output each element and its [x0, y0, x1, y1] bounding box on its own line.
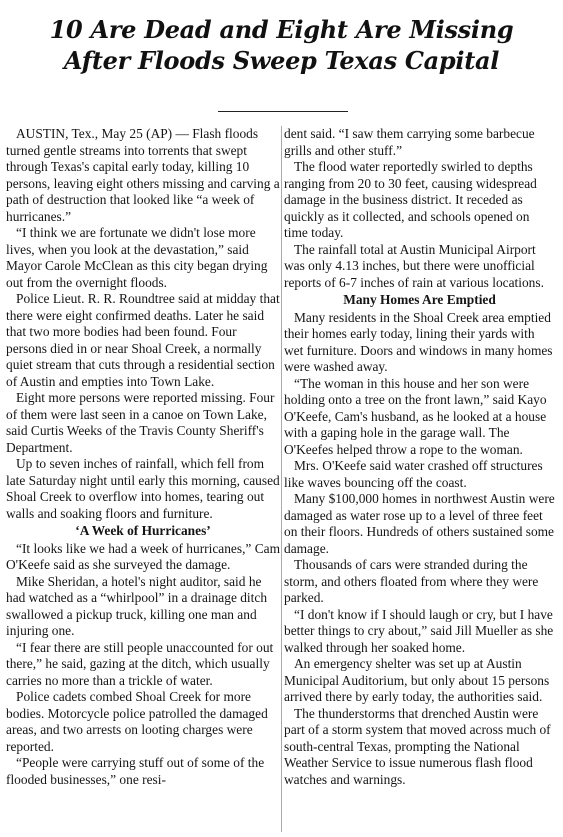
article-paragraph: Mike Sheridan, a hotel's night auditor, said he had watched as a “whirlpool” in a drainage ditch swallowed a pickup truck, killing one man and injuring one. — [6, 573, 268, 638]
right-column — [284, 126, 555, 788]
section-subhead: ‘A Week of Hurricanes’ — [75, 523, 211, 538]
article-paragraph: “I don't know if I should laugh or cry, but I have better things to cry about,” said Jill Mueller as she walked through her soaked home. — [284, 606, 554, 655]
article-paragraph: dent said. “I saw them carrying some barbecue grills and other stuff.” — [284, 126, 535, 158]
headline-line-2: After Floods Sweep Texas Capital — [63, 46, 500, 75]
article-paragraph: Many $100,000 homes in northwest Austin were damaged as water rose up to a level of three feet on their floors. Hundreds of others sustained some damage. — [284, 491, 555, 556]
article-paragraph: “I fear there are still people unaccounted for out there,” he said, gazing at the ditch, which usually carries no more than a trickle of water. — [6, 639, 274, 688]
headline-rule — [218, 111, 348, 112]
article-paragraph: Mrs. O'Keefe said water crashed off structures like waves bouncing off the coast. — [284, 458, 543, 490]
section-subhead: Many Homes Are Emptied — [343, 292, 496, 307]
article-paragraph: Police Lieut. R. R. Roundtree said at midday that there were eight confirmed deaths. Later he said that two more bodies had been found. Four persons died in or near Shoal Creek, a normally quiet stream that cuts through a residential section of Austin and empties into Town Lake. — [6, 291, 280, 389]
article-paragraph: Police cadets combed Shoal Creek for more bodies. Motorcycle police patrolled the damaged areas, and two arrests on looting charges were reported. — [6, 689, 268, 754]
article-paragraph: AUSTIN, Tex., May 25 (AP) — Flash floods turned gentle streams into torrents that swept through Texas's capital early today, killing 10 persons, leaving eight others missing and carving a path of destruction that looked like “a week of hurricanes.” — [6, 126, 280, 224]
article-paragraph: Up to seven inches of rainfall, which fell from late Saturday night until early this morning, caused Shoal Creek to overflow into homes, tearing out walls and soaking floors and furniture. — [6, 456, 280, 521]
article-paragraph: “I think we are fortunate we didn't lose more lives, when you look at the devastation,” said Mayor Carole McClean as this city began drying out from the overnight floods. — [6, 225, 268, 290]
article-paragraph: Many residents in the Shoal Creek area emptied their homes early today, lining their yards with wet furniture. Doors and windows in many homes were washed away. — [284, 309, 553, 374]
article-paragraph: The flood water reportedly swirled to depths ranging from 20 to 30 feet, causing widespread damage in the business district. It receded as quickly as it collected, and schools opened on time today. — [284, 159, 537, 240]
article-paragraph: The rainfall total at Austin Municipal Airport was only 4.13 inches, but there were unofficial reports of 6-7 inches of rain at various locations. — [284, 241, 544, 290]
article-paragraph: Thousands of cars were stranded during the storm, and others floated from where they were parked. — [284, 557, 539, 605]
article-paragraph: “The woman in this house and her son were holding onto a tree on the front lawn,” said Kayo O'Keefe, Cam's husband, as he looked at a house with a gaping hole in the garage wall. The O'Keefes helped throw a rope to the woman. — [284, 375, 547, 457]
column-divider — [281, 126, 282, 832]
article-paragraph: Eight more persons were reported missing. Four of them were last seen in a canoe on Town Lake, said Curtis Weeks of the Travis County Sheriff's Department. — [6, 390, 275, 455]
article-paragraph: “It looks like we had a week of hurricanes,” Cam O'Keefe said as she surveyed the damage. — [6, 540, 280, 572]
article-paragraph: The thunderstorms that drenched Austin were part of a storm system that moved across much of south-central Texas, prompting the National Weather Service to issue numerous flash flood watches and warnings. — [284, 705, 551, 787]
headline-line-1: 10 Are Dead and Eight Are Missing — [49, 15, 514, 44]
left-column — [6, 126, 280, 788]
article-paragraph: “People were carrying stuff out of some of the flooded businesses,” one resi- — [6, 755, 265, 787]
article-paragraph: An emergency shelter was set up at Austin Municipal Auditorium, but only about 15 persons arrived there by early today, the authorities said. — [284, 656, 550, 704]
headline — [0, 14, 563, 76]
